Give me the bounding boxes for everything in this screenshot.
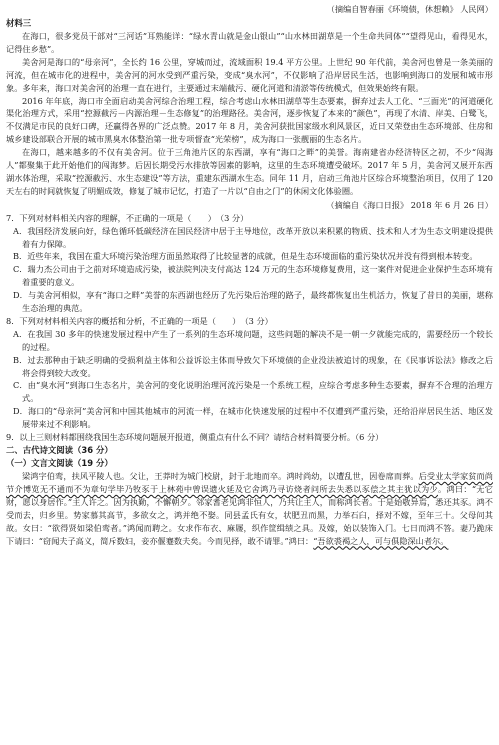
passage-segment: 。鸿曰：“无它财，愿以身居作。”主人许之。因为执勤，不懈朝夕。邻家耆老见鸿非恒人，乃共让主人，而称鸿长者。于是始敬异焉，悉还其豕。鸿不受而去，归乡里。势家慕其高节，多欲女之，鸿并绝不娶。同县孟氏有女，状肥丑而黑，力举石臼，择对不嫁，至年三十。父母问其故。女曰：“欲得贤如梁伯鸾者。”鸿闻而聘之。女求作布衣、麻屦，织作筐缉绩之具。及嫁，始以装饰入门。七日而鸿不答。妻乃跪床下请曰：“窃闻夫子高义，简斥数妇，妾亦偃蹇数夫矣。今而见择，敢不请罪。”鸿曰： — [6, 483, 493, 546]
question-9-stem: 9．以上三则材料都围绕我国生态环境问题展开报道，侧重点有什么不同？请结合材料简要分析。（6 分） — [6, 432, 384, 443]
passage-segment-underlined: 后受业太学家贫而尚节介博览无不通而不为章句学毕乃牧豕于上林苑中曾误遗火延及它舍鸿乃寻访烧者问所去失悉以豕偿之其主犹以为少 — [6, 471, 493, 494]
question-8-option-a: A．在我国 30 多年的快速发展过程中产生了一系列的生态环境问题，这些问题的解决不是一朝一夕就能完成的，需要经历一个较长的过程。 — [13, 328, 493, 352]
question-7-option-b: B．近些年来，我国在重大环境污染治理方面虽然取得了比较显著的成就，但是生态环境面临的重污染状况并没有得到根本转变。 — [13, 251, 478, 262]
question-8-option-b: B．过去那种由于缺乏明确的受损利益主体和公益诉讼主体而导致欠下环境债的企业没法被追讨的现象，在《民事诉讼法》修改之后将会得到较大改变。 — [13, 354, 493, 378]
classical-passage — [6, 470, 493, 547]
question-7-stem: 7．下列对材料相关内容的理解，不正确的一项是（ ） （3 分） — [6, 212, 249, 223]
material-3-paragraph: 美舍河是海口的“母亲河”，全长约 16 公里，穿城而过，流域面积 19.4 平方公里。上世纪 90 年代前，美舍河也曾是一条美丽的河流，但在城市化的进程中，美舍河的河水受到严重污染，变成“臭水河”，不仅影响了沿岸居民生活，也影响到海口的发展和城市形象。多年来，海口对美舍河的治理一直在进行，主要通过末端截污、硬化河道和清淤等传统模式，但效果始终有限。 — [6, 56, 493, 93]
passage-segment-underlined: “吾欲裘褐之人，可与俱隐深山者尔。 — [313, 535, 449, 546]
question-7-option-c: C．瑞力杰公司由于之前对环境造成污染，被法院判决支付高达 124 万元的生态环境修复费用，这一案件对促进企业保护生态环境有着重要的意义。 — [13, 264, 493, 288]
passage-segment: 梁鸿字伯鸾，扶风平陵人也。父让，王莽时为城门校尉，封于北地而卒。鸿时尚幼，以遭乱世，因卷席而葬。 — [22, 471, 419, 481]
material-3-paragraph: 在海口，很多党员干部对“三河话”耳熟能详：“绿水青山就是金山银山”“山水林田湖草是一个生命共同体”“望得见山，看得见水，记得住乡愁”。 — [6, 31, 493, 54]
material-3-paragraph: 2016 年年底，海口市全面启动美舍河综合治理工程，综合考虑山水林田湖草等生态要素，摒弃过去人工化、“三面光”的河道硬化 渠化治理方式，采用“控源截污－内源治理－生态修复”的治理路径。美舍河，逐步恢复了本来的“颜色”，再现了水清、岸美、白鹭飞，不仅满足市民的良好口碑，还赢得各界的广泛点赞。2017 年 8 月，美舍河获批国家级水利风景区，近日又荣登由生态环境部、住房和城乡建设部联合开展的城市黑臭水体整治第一批专项督查“光荣榜”，成为海口一张靓丽的生态名片。 — [6, 95, 493, 145]
question-7-option-d: D．与美舍河相似，享有“海口之畔”美誉的东西湖也经历了先污染后治理的路子，最终都恢复出生机活力，恢复了昔日的美丽，堪称生态治理的典范。 — [13, 290, 493, 314]
material-3-source: （摘编自《海口日报》 2018 年 6 月 26 日） — [326, 199, 493, 210]
question-8-option-d: D．海口的“母亲河”美舍河和中国其他城市的河流一样，在城市化快速发展的过程中不仅遭到严重污染，还给沿岸居民生活、地区发展带来过不利影响。 — [13, 406, 493, 430]
part-2-title: 二、古代诗文阅读（36 分） — [6, 445, 113, 455]
material-3-paragraph: 在海口，越来越多的不仅有美舍河。位于三角池片区的东西湖，享有“海口之畔”的美誉。海南建省办经济特区之初，不少“闯海人”都聚集于此开始他们的闯海梦。后因长期受污水排放等因素的影响，这里的生态环境遭受破坏。2017 年 5 月，美舍河又展开东西湖水体治理，采取“控源截污、水生态建设”等方法，重建东西湖水生态。同年 11 月，启动三角池片区综合环境整治项目，仅用了 120 天左右的时间就恢复了明媚成效，修复了城市记忆，打造了一片以“自由之门”的休闲文化体验圈。 — [6, 147, 493, 196]
part-2-subtitle: （一）文言文阅读（19 分） — [6, 458, 113, 468]
question-7-option-a: A．我国经济发展向好，绿色循环低碳经济在国民经济中居于主导地位，改革开放以来积累的物质、技术和人才为生态文明建设提供着有力保障。 — [13, 225, 493, 249]
question-8-option-c: C．由“臭水河”到海口生态名片，美舍河的变化说明治理河流污染是一个系统工程，应综合考虑多种生态要素，摒弃不合理的治理方式。 — [13, 380, 493, 404]
top-source-line: （摘编自智春丽《环境债，休想赖》 人民网） — [326, 4, 493, 14]
question-8-stem: 8．下列对材料相关内容的概括和分析，不正确的一项是（ ） （3 分） — [6, 315, 273, 326]
material-3-heading: 材料三 — [6, 18, 32, 28]
